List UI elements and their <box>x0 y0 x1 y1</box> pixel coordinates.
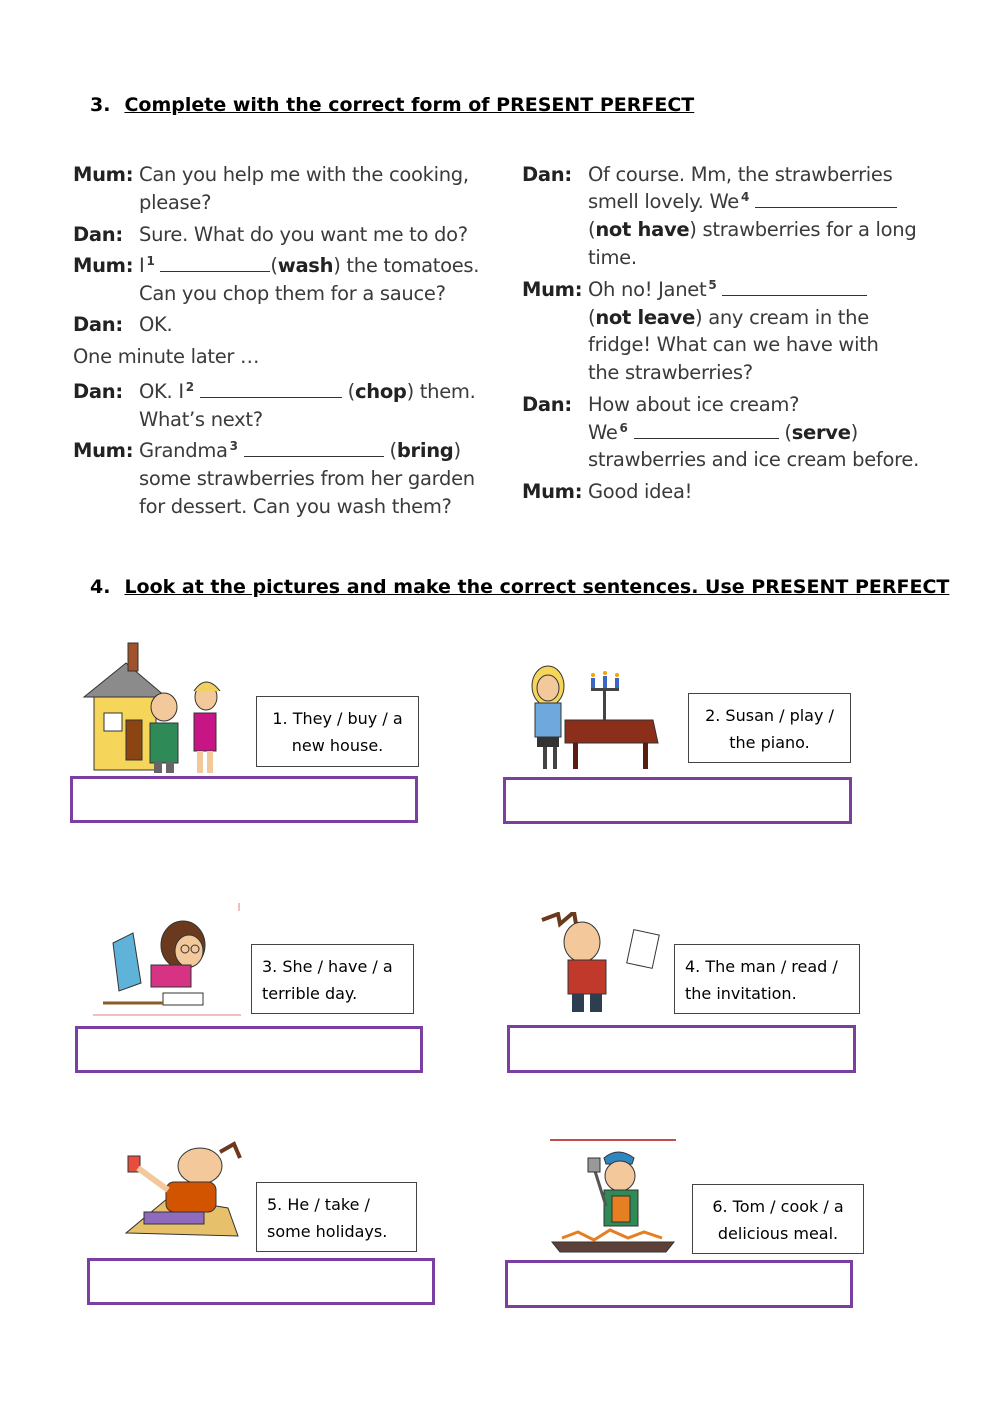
answer-input-5[interactable] <box>90 1261 432 1302</box>
speaker-label: Mum: <box>522 480 583 503</box>
speaker-label: Mum: <box>73 439 134 462</box>
prompt-line: 1. They / buy / a <box>272 709 403 728</box>
dialogue-line: What’s next? <box>139 408 263 431</box>
answer-box-4[interactable] <box>507 1025 856 1073</box>
answer-input-1[interactable] <box>73 779 415 820</box>
answer-box-6[interactable] <box>505 1260 853 1308</box>
prompt-box-2 <box>688 693 851 763</box>
blank-3[interactable] <box>244 442 384 457</box>
dialogue-line: Can you help me with the cooking, <box>139 163 469 186</box>
dialogue-line: time. <box>588 246 637 269</box>
answer-input-2[interactable] <box>506 780 849 821</box>
answer-box-5[interactable] <box>87 1258 435 1305</box>
exercise-4-number: 4. <box>90 576 111 598</box>
prompt-line: 3. She / have / a <box>262 957 393 976</box>
man-relaxing-picture <box>108 1138 258 1253</box>
speaker-label: Mum: <box>522 278 583 301</box>
answer-input-6[interactable] <box>508 1263 850 1305</box>
dialogue-line: (not have) strawberries for a long <box>588 218 917 241</box>
man-reading-picture <box>540 912 670 1014</box>
dialogue-line: Of course. Mm, the strawberries <box>588 163 893 186</box>
prompt-line: 6. Tom / cook / a <box>712 1197 844 1216</box>
exercise-3-number: 3. <box>90 94 111 116</box>
prompt-box-3 <box>251 944 414 1014</box>
answer-box-3[interactable] <box>75 1026 423 1073</box>
speaker-label: Dan: <box>522 393 572 416</box>
blank-2[interactable] <box>200 383 342 398</box>
prompt-box-1 <box>256 696 419 767</box>
speaker-label: Dan: <box>73 380 123 403</box>
speaker-label: Dan: <box>522 163 572 186</box>
blank-5[interactable] <box>722 281 867 296</box>
dialogue <box>0 0 1000 540</box>
couple-house-picture <box>76 635 231 775</box>
prompt-line: 2. Susan / play / <box>705 706 834 725</box>
prompt-line: the piano. <box>729 733 810 752</box>
dialogue-line: I $^1$ (wash) the tomatoes. <box>139 254 480 277</box>
man-grilling-picture <box>548 1138 678 1256</box>
speaker-label: Dan: <box>73 313 123 336</box>
speaker-label: Mum: <box>73 254 134 277</box>
prompt-line: 5. He / take / <box>267 1195 370 1214</box>
prompt-line: 4. The man / read / <box>685 957 838 976</box>
answer-box-1[interactable] <box>70 776 418 823</box>
dialogue-line: fridge! What can we have with <box>588 333 879 356</box>
dialogue-line: OK. I $^2$ (chop) them. <box>139 380 476 403</box>
dialogue-line: for dessert. Can you wash them? <box>139 495 452 518</box>
prompt-line: delicious meal. <box>717 1224 839 1243</box>
answer-box-2[interactable] <box>503 777 852 824</box>
speaker-label: Mum: <box>73 163 134 186</box>
blank-6[interactable] <box>634 424 779 439</box>
prompt-box-5 <box>256 1182 417 1252</box>
girl-piano-picture <box>503 658 663 772</box>
prompt-line: some holidays. <box>267 1222 388 1241</box>
prompt-line: terrible day. <box>262 984 358 1003</box>
answer-input-4[interactable] <box>510 1028 853 1070</box>
dialogue-line: Can you chop them for a sauce? <box>139 282 446 305</box>
blank-4[interactable] <box>755 193 897 208</box>
dialogue-line: OK. <box>139 313 173 336</box>
dialogue-line: (not leave) any cream in the <box>588 306 869 329</box>
prompt-box-6 <box>692 1184 864 1254</box>
dialogue-line: Grandma $^3$ (bring) <box>139 439 461 462</box>
answer-input-3[interactable] <box>78 1029 420 1070</box>
dialogue-line: Good idea! <box>588 480 693 503</box>
speaker-label: Dan: <box>73 223 123 246</box>
narration: One minute later … <box>73 345 260 368</box>
dialogue-line: How about ice cream? <box>588 393 800 416</box>
prompt-line: new house. <box>291 736 384 755</box>
tired-woman-picture <box>93 903 241 1017</box>
exercise-3-title: Complete with the correct form of PRESENT PERFECT <box>124 94 695 116</box>
dialogue-line: please? <box>139 191 212 214</box>
dialogue-line: Oh no! Janet $^5$ <box>588 278 867 301</box>
dialogue-line: strawberries and ice cream before. <box>588 448 919 471</box>
dialogue-line: We $^6$ (serve) <box>588 421 858 444</box>
prompt-line: the invitation. <box>685 984 797 1003</box>
dialogue-line: the strawberries? <box>588 361 753 384</box>
prompt-box-4 <box>674 944 860 1014</box>
dialogue-line: Sure. What do you want me to do? <box>139 223 468 246</box>
dialogue-line: some strawberries from her garden <box>139 467 475 490</box>
exercise-4-heading <box>90 576 949 598</box>
dialogue-line: smell lovely. We $^4$ <box>588 190 897 213</box>
exercise-4-title: Look at the pictures and make the correct sentences. Use PRESENT PERFECT <box>124 576 950 598</box>
blank-1[interactable] <box>160 257 270 272</box>
